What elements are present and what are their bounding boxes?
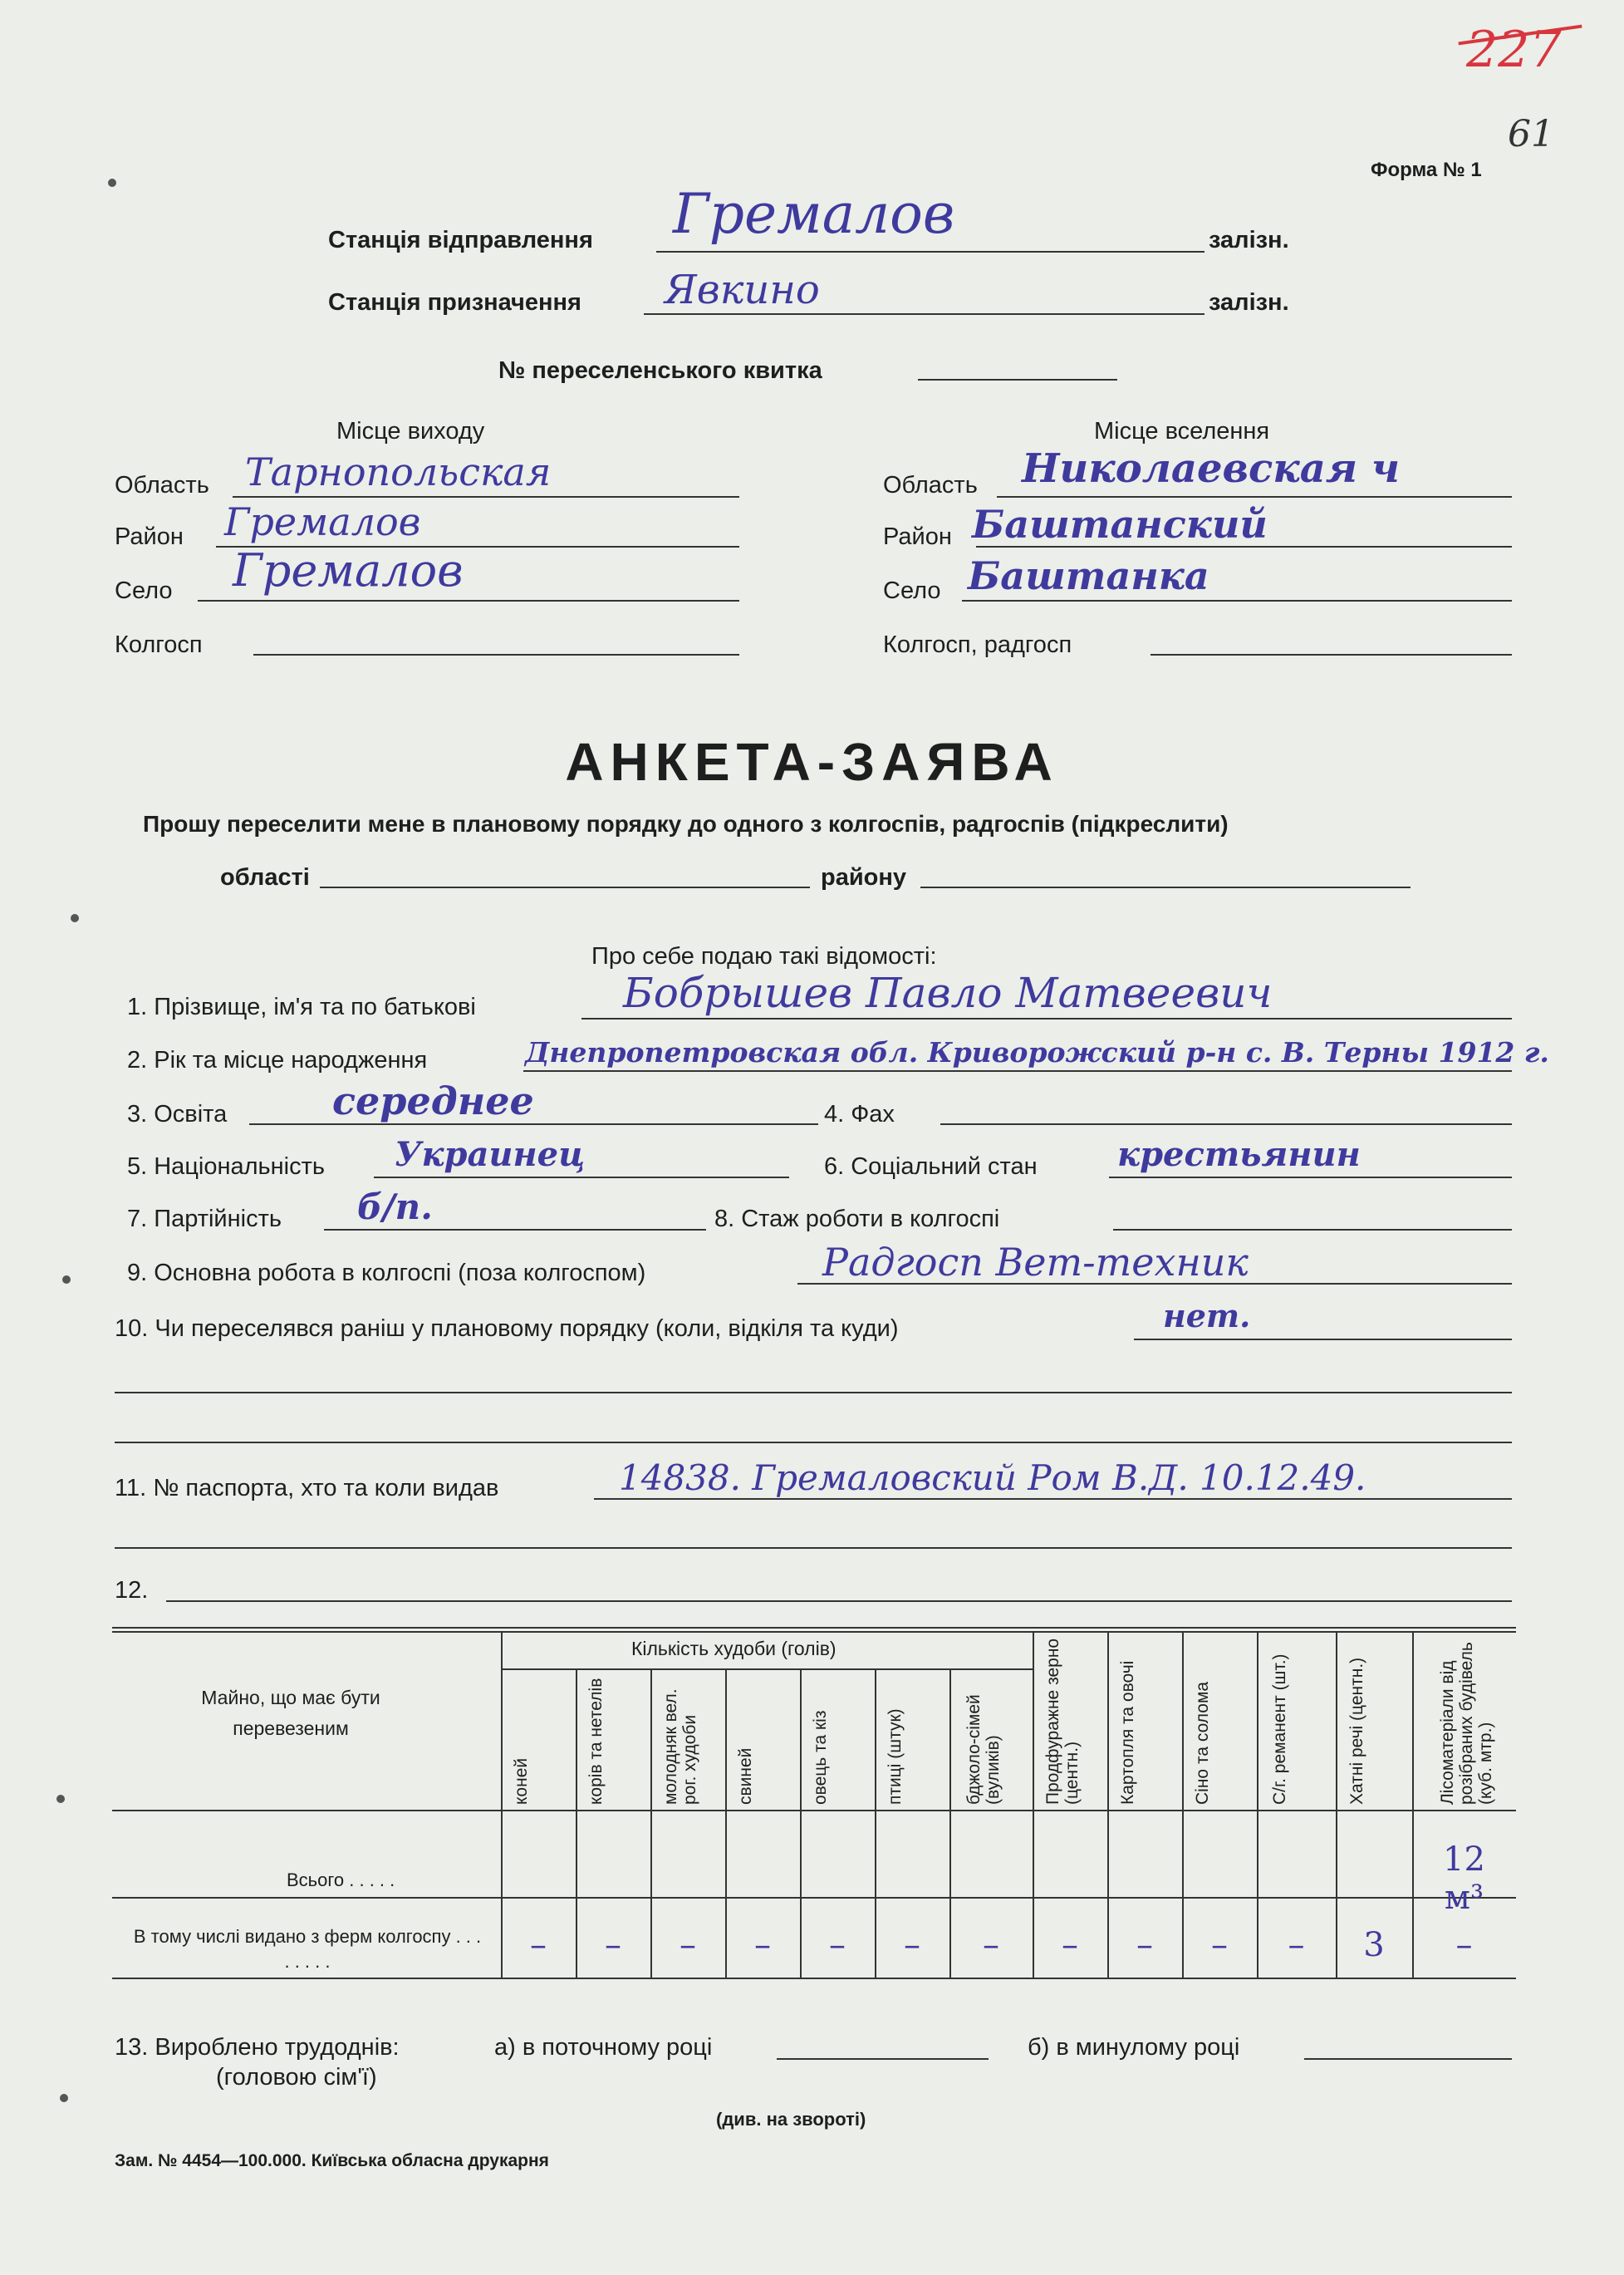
destination-kolhosp-label: Колгосп, радгосп (883, 631, 1072, 658)
table-column-line (800, 1668, 802, 1978)
workdays-sublabel: (головою сім'ї) (216, 2064, 377, 2091)
row-farm-label: В тому числі видано з ферм колгоспу . . . . . . . . (133, 1926, 482, 1972)
table-cell-farm: – (983, 1926, 999, 1964)
field-3-label: 3. Освіта (127, 1101, 228, 1128)
binding-mark (62, 1275, 71, 1284)
destination-selo-line (962, 600, 1512, 602)
binding-mark (60, 2094, 68, 2102)
arrival-station-line (644, 313, 1205, 315)
see-back-note: (див. на звороті) (716, 2109, 866, 2130)
destination-header: Місце вселення (1094, 418, 1270, 445)
field-5-label: 5. Національність (127, 1153, 326, 1180)
table-column-header: молодняк вел. рог. худоби (661, 1688, 700, 1805)
table-column-header: коней (512, 1757, 531, 1805)
field-1-label: 1. Прізвище, ім'я та по батькові (127, 994, 476, 1020)
origin-header: Місце виходу (336, 418, 485, 445)
origin-raion-value: Гремалов (224, 499, 421, 544)
departure-station-line (656, 251, 1205, 253)
field-12-label: 12. (115, 1577, 149, 1604)
destination-raion-label: Район (883, 523, 952, 550)
workdays-previous-label: б) в минулому році (1028, 2034, 1240, 2061)
field-10-value: нет. (1163, 1297, 1251, 1334)
table-cell-farm: 3 (1363, 1926, 1385, 1964)
field-7-value: б/п. (357, 1187, 433, 1227)
field-7-label: 7. Партійність (127, 1206, 282, 1232)
workdays-current-label: а) в поточному році (494, 2034, 713, 2061)
table-column-line (875, 1668, 876, 1978)
page-number: 61 (1508, 113, 1554, 155)
origin-oblast-label: Область (115, 472, 209, 499)
arrival-station-value: Явкино (665, 267, 820, 313)
table-column-header: овець та кіз (811, 1710, 830, 1805)
table-column-line (949, 1668, 951, 1978)
table-cell-farm: – (1211, 1926, 1228, 1964)
ticket-line (918, 379, 1117, 381)
binding-mark (56, 1795, 65, 1803)
table-column-line (1257, 1631, 1258, 1978)
origin-oblast-line (233, 496, 739, 498)
request-oblast-line (320, 887, 810, 888)
field-2-label: 2. Рік та місце народження (127, 1047, 428, 1074)
departure-station-value: Гремалов (673, 182, 955, 246)
field-10-label: 10. Чи переселявся раніш у плановому порядку (коли, відкіля та куди) (115, 1315, 899, 1342)
field-10-extra-line (115, 1392, 1512, 1393)
destination-oblast-label: Область (883, 472, 978, 499)
field-11-label: 11. № паспорта, хто та коли видав (115, 1475, 499, 1501)
table-cell-farm: – (1136, 1926, 1153, 1964)
workdays-previous-line (1304, 2058, 1512, 2060)
table-column-line (1033, 1631, 1034, 1978)
field-6-label: 6. Соціальний стан (824, 1153, 1038, 1180)
field-9-label: 9. Основна робота в колгоспі (поза колгоспом) (127, 1260, 646, 1286)
origin-kolhosp-line (253, 654, 739, 656)
table-cell-farm: – (829, 1926, 846, 1964)
origin-oblast-value: Тарнопольская (245, 450, 552, 494)
destination-oblast-value: Николаевская ч (1022, 445, 1401, 492)
table-cell-farm: – (904, 1926, 920, 1964)
table-column-header: Лісоматеріали від розібраних будівель (куб. мтр.) (1437, 1642, 1495, 1805)
table-cell-farm: – (605, 1926, 621, 1964)
field-7-line (324, 1229, 706, 1231)
table-column-header: корів та нетелів (586, 1678, 606, 1805)
destination-oblast-line (997, 496, 1512, 498)
table-column-line (576, 1668, 577, 1978)
destination-kolhosp-line (1151, 654, 1512, 656)
field-1-line (581, 1018, 1512, 1020)
field-6-line (1109, 1177, 1512, 1178)
field-12-line (166, 1600, 1512, 1602)
table-column-header: Картопля та овочі (1118, 1660, 1137, 1805)
table-column-header: Хатні речі (центн.) (1347, 1657, 1366, 1805)
departure-suffix: залізн. (1209, 227, 1289, 253)
table-cell-farm: – (1062, 1926, 1078, 1964)
binding-mark (108, 179, 116, 187)
origin-selo-line (198, 600, 739, 602)
table-column-line (650, 1668, 652, 1978)
binding-mark (71, 914, 79, 922)
arrival-suffix: залізн. (1209, 289, 1289, 316)
field-4-label: 4. Фах (824, 1101, 895, 1128)
intro-text: Про себе подаю такі відомості: (591, 943, 937, 970)
table-column-header: Продфуражне зерно (центн.) (1043, 1638, 1082, 1805)
printer-imprint: Зам. № 4454—100.000. Київська обласна друкарня (115, 2151, 549, 2170)
origin-raion-label: Район (115, 523, 184, 550)
field-8-line (1113, 1229, 1512, 1231)
field-9-value: Радгосп Вет-техник (822, 1240, 1249, 1285)
table-cell-farm: – (1455, 1926, 1473, 1964)
field-6-value: крестьянин (1117, 1135, 1361, 1174)
table-cell-farm: – (1288, 1926, 1305, 1964)
form-number: Форма № 1 (1371, 159, 1482, 181)
field-11-line (594, 1498, 1512, 1500)
table-cell-farm: – (530, 1926, 547, 1964)
field-5-value: Украинец (395, 1135, 586, 1174)
field-2-line (523, 1070, 1512, 1072)
table-column-line (1107, 1631, 1109, 1978)
request-line: Прошу переселити мене в плановому порядку до одного з колгоспів, радгоспів (підкреслити) (143, 811, 1229, 837)
table-column-line (1182, 1631, 1184, 1978)
table-cell-farm: – (680, 1926, 696, 1964)
departure-station-label: Станція відправлення (328, 227, 593, 253)
field-3-value: середнее (332, 1079, 534, 1123)
table-column-line (725, 1668, 727, 1978)
form-title: АНКЕТА-ЗАЯВА (565, 732, 1059, 792)
workdays-current-line (777, 2058, 989, 2060)
field-10-line (1134, 1339, 1512, 1340)
field-5-line (374, 1177, 789, 1178)
table-column-line (1336, 1631, 1337, 1978)
request-raion-label: району (821, 864, 907, 891)
destination-raion-value: Баштанский (972, 502, 1268, 547)
origin-kolhosp-label: Колгосп (115, 631, 203, 658)
ticket-label: № переселенського квитка (498, 357, 822, 384)
arrival-station-label: Станція призначення (328, 289, 581, 316)
table-column-header: С/г. реманент (шт.) (1269, 1653, 1289, 1805)
archive-stamp-number: 227 (1466, 21, 1562, 79)
table-column-header: птиці (штук) (886, 1708, 905, 1805)
request-oblast-label: області (220, 864, 310, 891)
table-cell-total: 12 м³ (1443, 1840, 1485, 1917)
field-2-value: Днепропетровская обл. Криворожский р-н с. В. Терны 1912 г. (525, 1036, 1549, 1069)
origin-selo-label: Село (115, 577, 173, 604)
table-cell-farm: – (754, 1926, 771, 1964)
field-3-line (249, 1123, 818, 1125)
request-raion-line (920, 887, 1411, 888)
table-column-line (1412, 1631, 1414, 1978)
field-11-value: 14838. Гремаловский Ром В.Д. 10.12.49. (619, 1457, 1366, 1498)
row-total-label: Всього . . . . . (287, 1870, 395, 1890)
workdays-label: 13. Вироблено трудоднів: (115, 2034, 400, 2061)
table-column-header: бджоло-сімей (вуликів) (964, 1694, 1003, 1805)
property-header: Майно, що має бути перевезеним (201, 1687, 380, 1739)
field-4-line (940, 1123, 1512, 1125)
destination-selo-label: Село (883, 577, 941, 604)
destination-selo-value: Баштанка (968, 553, 1209, 598)
table-column-header: Сіно та солома (1193, 1681, 1212, 1805)
origin-selo-value: Гремалов (233, 544, 464, 597)
field-10-extra-line (115, 1442, 1512, 1443)
field-8-label: 8. Стаж роботи в колгоспі (714, 1206, 1000, 1232)
livestock-header: Кількість худоби (голів) (631, 1638, 837, 1659)
field-1-value: Бобрышев Павло Матвеевич (623, 969, 1273, 1017)
table-column-header: свиней (736, 1747, 755, 1805)
field-11-extra-line (115, 1547, 1512, 1549)
